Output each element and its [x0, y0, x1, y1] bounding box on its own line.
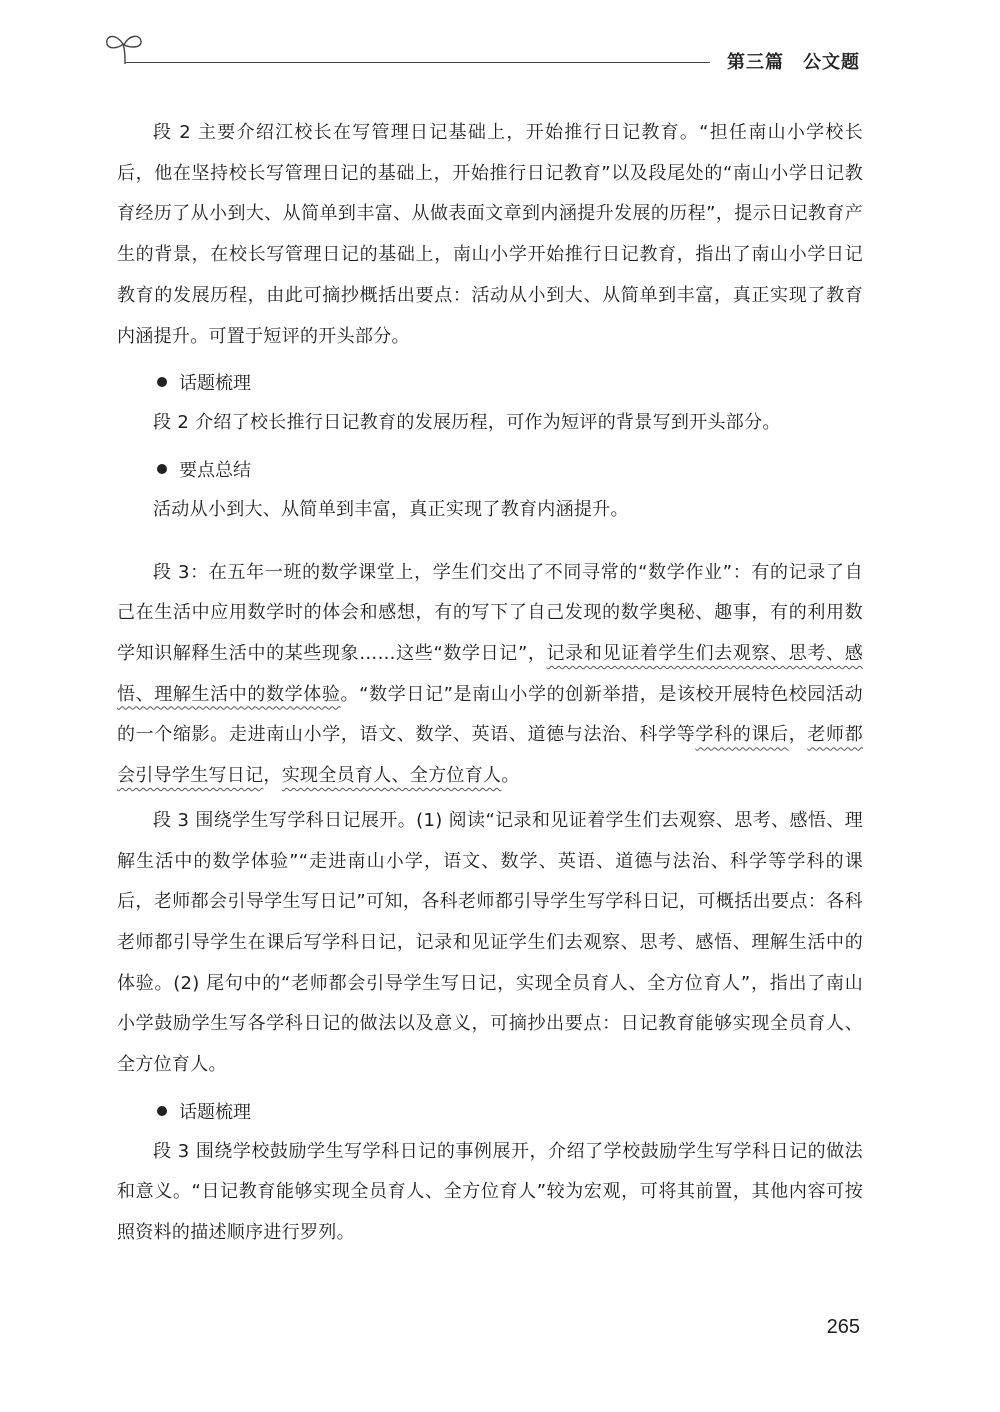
paragraph-6: 段 3 围绕学校鼓励学生写学科日记的事例展开，介绍了学校鼓励学生写学科日记的做法和意义。“日记教育能够实现全员育人、全方位育人”较为宏观，可将其前置，其他内容可按照资料的描述顺序进行罗列。	[117, 1140, 863, 1244]
wavy-highlight: 记录和见证着学生们去观察、思考、感悟、理解生活中的数学体验	[117, 643, 863, 705]
header-rule	[125, 62, 710, 63]
bullet-label: 话题梳理	[179, 373, 251, 395]
paragraph-2: 段 2 介绍了校长推行日记教育的发展历程，可作为短评的背景写到开头部分。	[153, 412, 781, 434]
page-header	[103, 28, 860, 74]
bullet-dot-icon	[157, 1106, 167, 1116]
bullet-label: 要点总结	[179, 459, 251, 481]
bullet-dot-icon	[157, 377, 167, 387]
section-title: 第三篇 公文题	[727, 52, 860, 73]
wavy-highlight: 实现全员育人、全方位育人	[281, 765, 502, 787]
bullet-dot-icon	[157, 464, 167, 474]
bullet-topic-1	[117, 361, 863, 403]
paragraph-1: 段 2 主要介绍江校长在写管理日记基础上，开始推行日记教育。“担任南山小学校长后，他在坚持校长写管理日记的基础上，开始推行日记教育”以及段尾处的“南山小学日记教育经历了从小到大、从简单到丰富、从做表面文章到内涵提升发展的历程”，提示日记教育产生的背景，在校长写管理日记的基础上，南山小学开始推行日记教育，指出了南山小学日记教育的发展历程，由此可摘抄概括出要点：活动从小到大、从简单到丰富，真正实现了教育内涵提升。可置于短评的开头部分。	[117, 122, 863, 347]
page-body	[117, 113, 863, 1254]
wavy-highlight: 老师都会引导学生写日记	[117, 724, 864, 787]
paragraph-3: 活动从小到大、从简单到丰富，真正实现了教育内涵提升。	[153, 498, 629, 520]
bullet-label: 话题梳理	[179, 1101, 251, 1123]
page-number: 265	[826, 1316, 860, 1338]
bullet-topic-2	[117, 1090, 863, 1132]
paragraph-5: 段 3 围绕学生写学科日记展开。(1) 阅读“记录和见证着学生们去观察、思考、感悟、理解生活中的数学体验”“走进南山小学，语文、数学、英语、道德与法治、科学等学科的课后，老师都会引导学生写日记”可知，各科老师都引导学生写学科日记，可概括出要点：各科老师都引导学生在课后写学科日记，记录和见证学生们去观察、思考、感悟、理解生活中的体验。(2) 尾句中的“老师都会引导学生写日记，实现全员育人、全方位育人”，指出了南山小学鼓励学生写各学科日记的做法以及意义，可摘抄出要点：日记教育能够实现全员育人、全方位育人。	[117, 809, 863, 1076]
paragraph-4-source: 段 3：在五年一班的数学课堂上，学生们交出了不同寻常的“数学作业”：有的记录了自己在生活中应用数学时的体会和感想，有的写下了自己发现的数学奥秘、趣事，有的利用数学知识解释生活中的某些现象……这些“数学日记”，记录和见证着学生们去观察、思考、感悟、理解生活中的数学体验。“数学日记”是南山小学的创新举措，是该校开展特色校园活动的一个缩影。走进南山小学，语文、数学、英语、道德与法治、科学等学科的课后，老师都会引导学生写日记，实现全员育人、全方位育人。	[117, 561, 864, 787]
bullet-summary	[117, 448, 863, 490]
wavy-highlight: 学科的课后	[695, 724, 789, 746]
